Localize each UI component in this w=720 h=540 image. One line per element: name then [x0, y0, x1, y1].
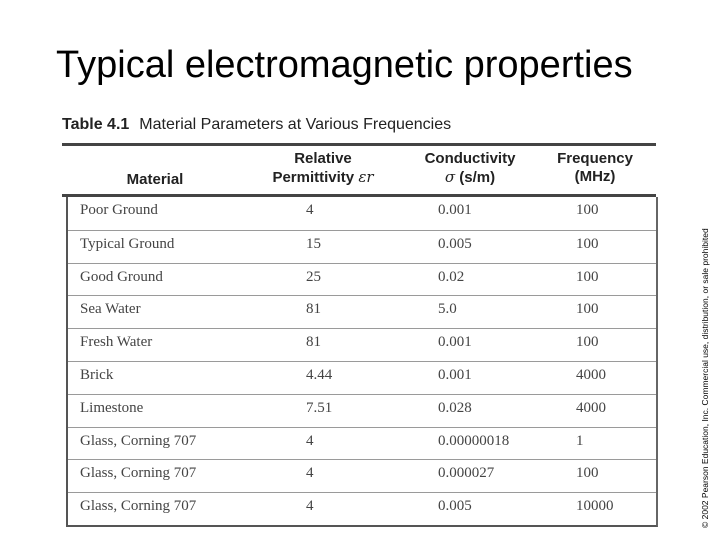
data-table: [66, 197, 658, 527]
table-caption-text: Material Parameters at Various Frequencies: [139, 116, 452, 133]
cell-conductivity: 0.028: [438, 399, 472, 416]
table-row: [68, 230, 656, 263]
cell-material: Good Ground: [80, 268, 163, 285]
cell-frequency: 100: [576, 301, 599, 318]
header-material: Material: [126, 171, 184, 188]
cell-frequency: 1: [576, 432, 584, 449]
page-title: Typical electromagnetic properties: [56, 44, 633, 86]
cell-material: Glass, Corning 707: [80, 465, 197, 482]
cell-conductivity: 0.005: [438, 235, 472, 252]
table-row: [68, 492, 656, 525]
cell-permittivity: 81: [306, 334, 321, 351]
table-row: [68, 361, 656, 394]
header-conductivity-unit: (s/m): [459, 169, 496, 186]
cell-material: Limestone: [80, 399, 144, 416]
cell-frequency: 10000: [576, 498, 614, 515]
cell-material: Glass, Corning 707: [80, 498, 197, 515]
header-conductivity: [410, 150, 530, 187]
cell-permittivity: 4: [306, 498, 314, 515]
header-conductivity-line1: Conductivity: [424, 150, 516, 167]
table-row: [68, 295, 656, 328]
cell-permittivity: 15: [306, 235, 321, 252]
cell-conductivity: 5.0: [438, 301, 457, 318]
table-row: [68, 394, 656, 427]
cell-frequency: 100: [576, 465, 599, 482]
conductivity-symbol: σ: [444, 168, 456, 186]
table-row: [68, 328, 656, 361]
header-conductivity-line2: [410, 168, 530, 187]
table-caption: [62, 116, 451, 134]
cell-frequency: 100: [576, 268, 599, 285]
cell-permittivity: 7.51: [306, 399, 333, 416]
cell-frequency: 100: [576, 334, 599, 351]
cell-material: Poor Ground: [80, 202, 158, 218]
cell-permittivity: 4: [306, 432, 314, 449]
table-row: [68, 197, 656, 230]
cell-conductivity: 0.00000018: [438, 432, 510, 449]
cell-material: Glass, Corning 707: [80, 432, 197, 449]
cell-frequency: 4000: [576, 399, 606, 416]
cell-conductivity: 0.001: [438, 202, 472, 218]
cell-permittivity: 4.44: [306, 366, 333, 383]
cell-conductivity: 0.005: [438, 498, 472, 515]
header-permittivity: [248, 150, 398, 187]
header-frequency-line2: (MHz): [574, 168, 616, 185]
table-row: [68, 427, 656, 460]
cell-frequency: 100: [576, 235, 599, 252]
header-permittivity-label: Permittivity: [272, 169, 355, 186]
table-number: Table 4.1: [62, 116, 130, 133]
cell-permittivity: 25: [306, 268, 321, 285]
cell-permittivity: 81: [306, 301, 321, 318]
cell-permittivity: 4: [306, 202, 314, 218]
cell-permittivity: 4: [306, 465, 314, 482]
header-permittivity-line2: [248, 168, 398, 187]
cell-frequency: 4000: [576, 366, 606, 383]
table-row: [68, 263, 656, 296]
cell-conductivity: 0.001: [438, 334, 472, 351]
header-permittivity-line1: Relative: [294, 150, 352, 167]
cell-material: Fresh Water: [80, 334, 153, 351]
cell-conductivity: 0.001: [438, 366, 472, 383]
cell-conductivity: 0.000027: [438, 465, 495, 482]
header-frequency-line1: Frequency: [557, 150, 633, 167]
cell-material: Brick: [80, 366, 114, 383]
header-top-rule: [62, 143, 656, 146]
copyright-notice: © 2002 Pearson Education, Inc. Commercial use, distribution, or sale prohibited: [700, 228, 710, 528]
cell-material: Typical Ground: [80, 235, 175, 252]
cell-material: Sea Water: [80, 301, 141, 318]
permittivity-symbol: εr: [358, 168, 374, 186]
header-frequency: [545, 150, 645, 186]
cell-conductivity: 0.02: [438, 268, 465, 285]
table-row: [68, 459, 656, 492]
cell-frequency: 100: [576, 202, 599, 218]
